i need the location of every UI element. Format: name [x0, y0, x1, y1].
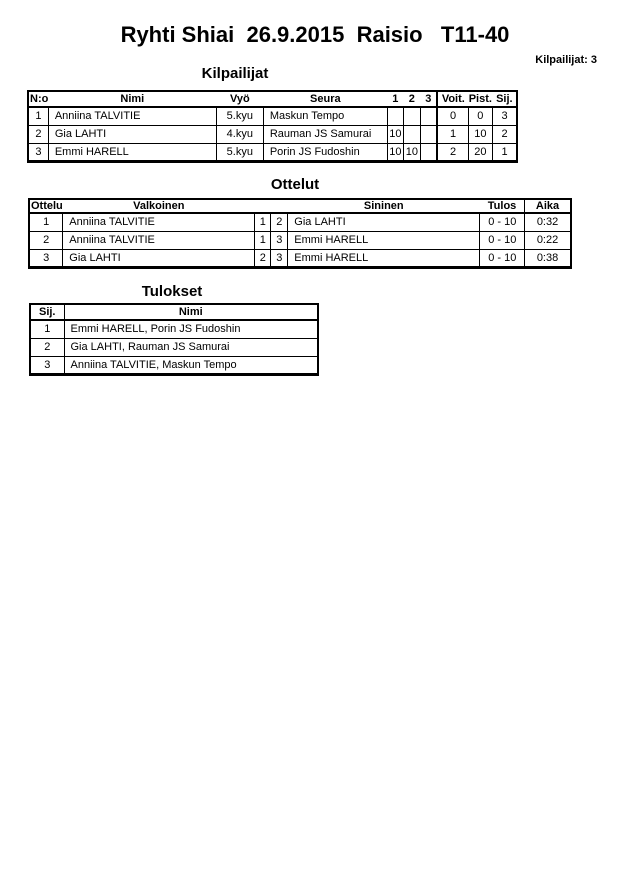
- name-club-cell: Anniina TALVITIE, Maskun Tempo: [64, 356, 318, 374]
- table-row: [30, 338, 318, 356]
- rank-cell: 2: [30, 338, 64, 356]
- col-header-sininen: Sininen: [288, 199, 480, 213]
- rank-cell: 3: [30, 356, 64, 374]
- club-cell: Porin JS Fudoshin: [263, 143, 387, 161]
- score-cell: [403, 107, 420, 125]
- kilpailijat-table: [27, 90, 518, 163]
- row-number-cell: 1: [28, 107, 48, 125]
- result-cell: 0 - 10: [480, 249, 525, 267]
- belt-cell: 5.kyu: [216, 143, 263, 161]
- tulokset-table: [29, 303, 319, 376]
- table-row: [29, 231, 571, 249]
- points-cell: 0: [468, 107, 492, 125]
- table-row: [28, 125, 517, 143]
- col-header-match2: 2: [403, 91, 420, 107]
- club-cell: Maskun Tempo: [263, 107, 387, 125]
- rank-cell: 3: [492, 107, 517, 125]
- col-header-no: N:o: [30, 93, 49, 105]
- table-row: [30, 356, 318, 374]
- white-name-cell: Anniina TALVITIE: [63, 213, 255, 231]
- col-header-white-number: [255, 199, 271, 213]
- table-header-row: [30, 304, 318, 320]
- blue-number-cell: 3: [271, 249, 288, 267]
- section-heading-ottelut: Ottelut: [270, 176, 320, 193]
- rank-cell: 1: [30, 320, 64, 338]
- ottelut-table: [28, 198, 572, 269]
- rank-cell: 1: [492, 143, 517, 161]
- match-number-cell: 1: [29, 213, 63, 231]
- row-number-cell: 3: [28, 143, 48, 161]
- white-name-cell: Gia LAHTI: [63, 249, 255, 267]
- col-header-pist: Pist.: [468, 93, 492, 105]
- col-header-sij: Sij.: [492, 91, 517, 107]
- match-number-cell: 3: [29, 249, 63, 267]
- row-number-cell: 2: [28, 125, 48, 143]
- name-club-cell: Gia LAHTI, Rauman JS Samurai: [64, 338, 318, 356]
- section-heading-tulokset: Tulokset: [141, 283, 203, 300]
- match-number-cell: 2: [29, 231, 63, 249]
- wins-cell: 0: [437, 107, 468, 125]
- time-cell: 0:32: [525, 213, 571, 231]
- col-header-aika: Aika: [525, 199, 571, 213]
- name-cell: Anniina TALVITIE: [48, 107, 216, 125]
- score-cell: 10: [403, 143, 420, 161]
- belt-cell: 5.kyu: [216, 107, 263, 125]
- table-row: [28, 107, 517, 125]
- col-header-nimi: Nimi: [64, 304, 318, 320]
- col-header-voit: Voit.: [437, 91, 468, 107]
- blue-number-cell: 3: [271, 231, 288, 249]
- white-number-cell: 1: [255, 231, 271, 249]
- table-row: [29, 249, 571, 267]
- club-cell: Rauman JS Samurai: [263, 125, 387, 143]
- time-cell: 0:38: [525, 249, 571, 267]
- col-header-vyo: Vyö: [216, 91, 263, 107]
- table-row: [30, 320, 318, 338]
- col-header-seura: Seura: [263, 91, 387, 107]
- col-header-valkoinen: Valkoinen: [63, 199, 255, 213]
- name-cell: Gia LAHTI: [48, 125, 216, 143]
- blue-name-cell: Gia LAHTI: [288, 213, 480, 231]
- score-cell: [403, 125, 420, 143]
- table-row: [28, 143, 517, 161]
- points-cell: 20: [468, 143, 492, 161]
- white-name-cell: Anniina TALVITIE: [63, 231, 255, 249]
- wins-cell: 1: [437, 125, 468, 143]
- col-header-blue-number: [271, 199, 288, 213]
- score-cell: [420, 107, 437, 125]
- table-header-row: [29, 199, 571, 213]
- result-cell: 0 - 10: [480, 231, 525, 249]
- col-header-ottelu: Ottelu: [31, 200, 63, 212]
- blue-name-cell: Emmi HARELL: [288, 231, 480, 249]
- score-cell: [420, 125, 437, 143]
- blue-number-cell: 2: [271, 213, 288, 231]
- time-cell: 0:22: [525, 231, 571, 249]
- col-header-tulos: Tulos: [480, 199, 525, 213]
- col-header-nimi: Nimi: [48, 91, 216, 107]
- blue-name-cell: Emmi HARELL: [288, 249, 480, 267]
- score-cell: [420, 143, 437, 161]
- name-cell: Emmi HARELL: [48, 143, 216, 161]
- page-title: Ryhti Shiai 26.9.2015 Raisio T11-40: [120, 22, 510, 47]
- table-header-row: [28, 91, 517, 107]
- wins-cell: 2: [437, 143, 468, 161]
- belt-cell: 4.kyu: [216, 125, 263, 143]
- name-club-cell: Emmi HARELL, Porin JS Fudoshin: [64, 320, 318, 338]
- competitors-count: Kilpailijat: 3: [535, 54, 597, 66]
- score-cell: [387, 107, 403, 125]
- section-heading-kilpailijat: Kilpailijat: [201, 65, 269, 82]
- white-number-cell: 1: [255, 213, 271, 231]
- rank-cell: 2: [492, 125, 517, 143]
- col-header-sij: Sij.: [30, 304, 64, 320]
- table-row: [29, 213, 571, 231]
- col-header-match3: 3: [420, 91, 437, 107]
- white-number-cell: 2: [255, 249, 271, 267]
- score-cell: 10: [387, 143, 403, 161]
- points-cell: 10: [468, 125, 492, 143]
- score-cell: 10: [387, 125, 403, 143]
- result-cell: 0 - 10: [480, 213, 525, 231]
- col-header-match1: 1: [387, 91, 403, 107]
